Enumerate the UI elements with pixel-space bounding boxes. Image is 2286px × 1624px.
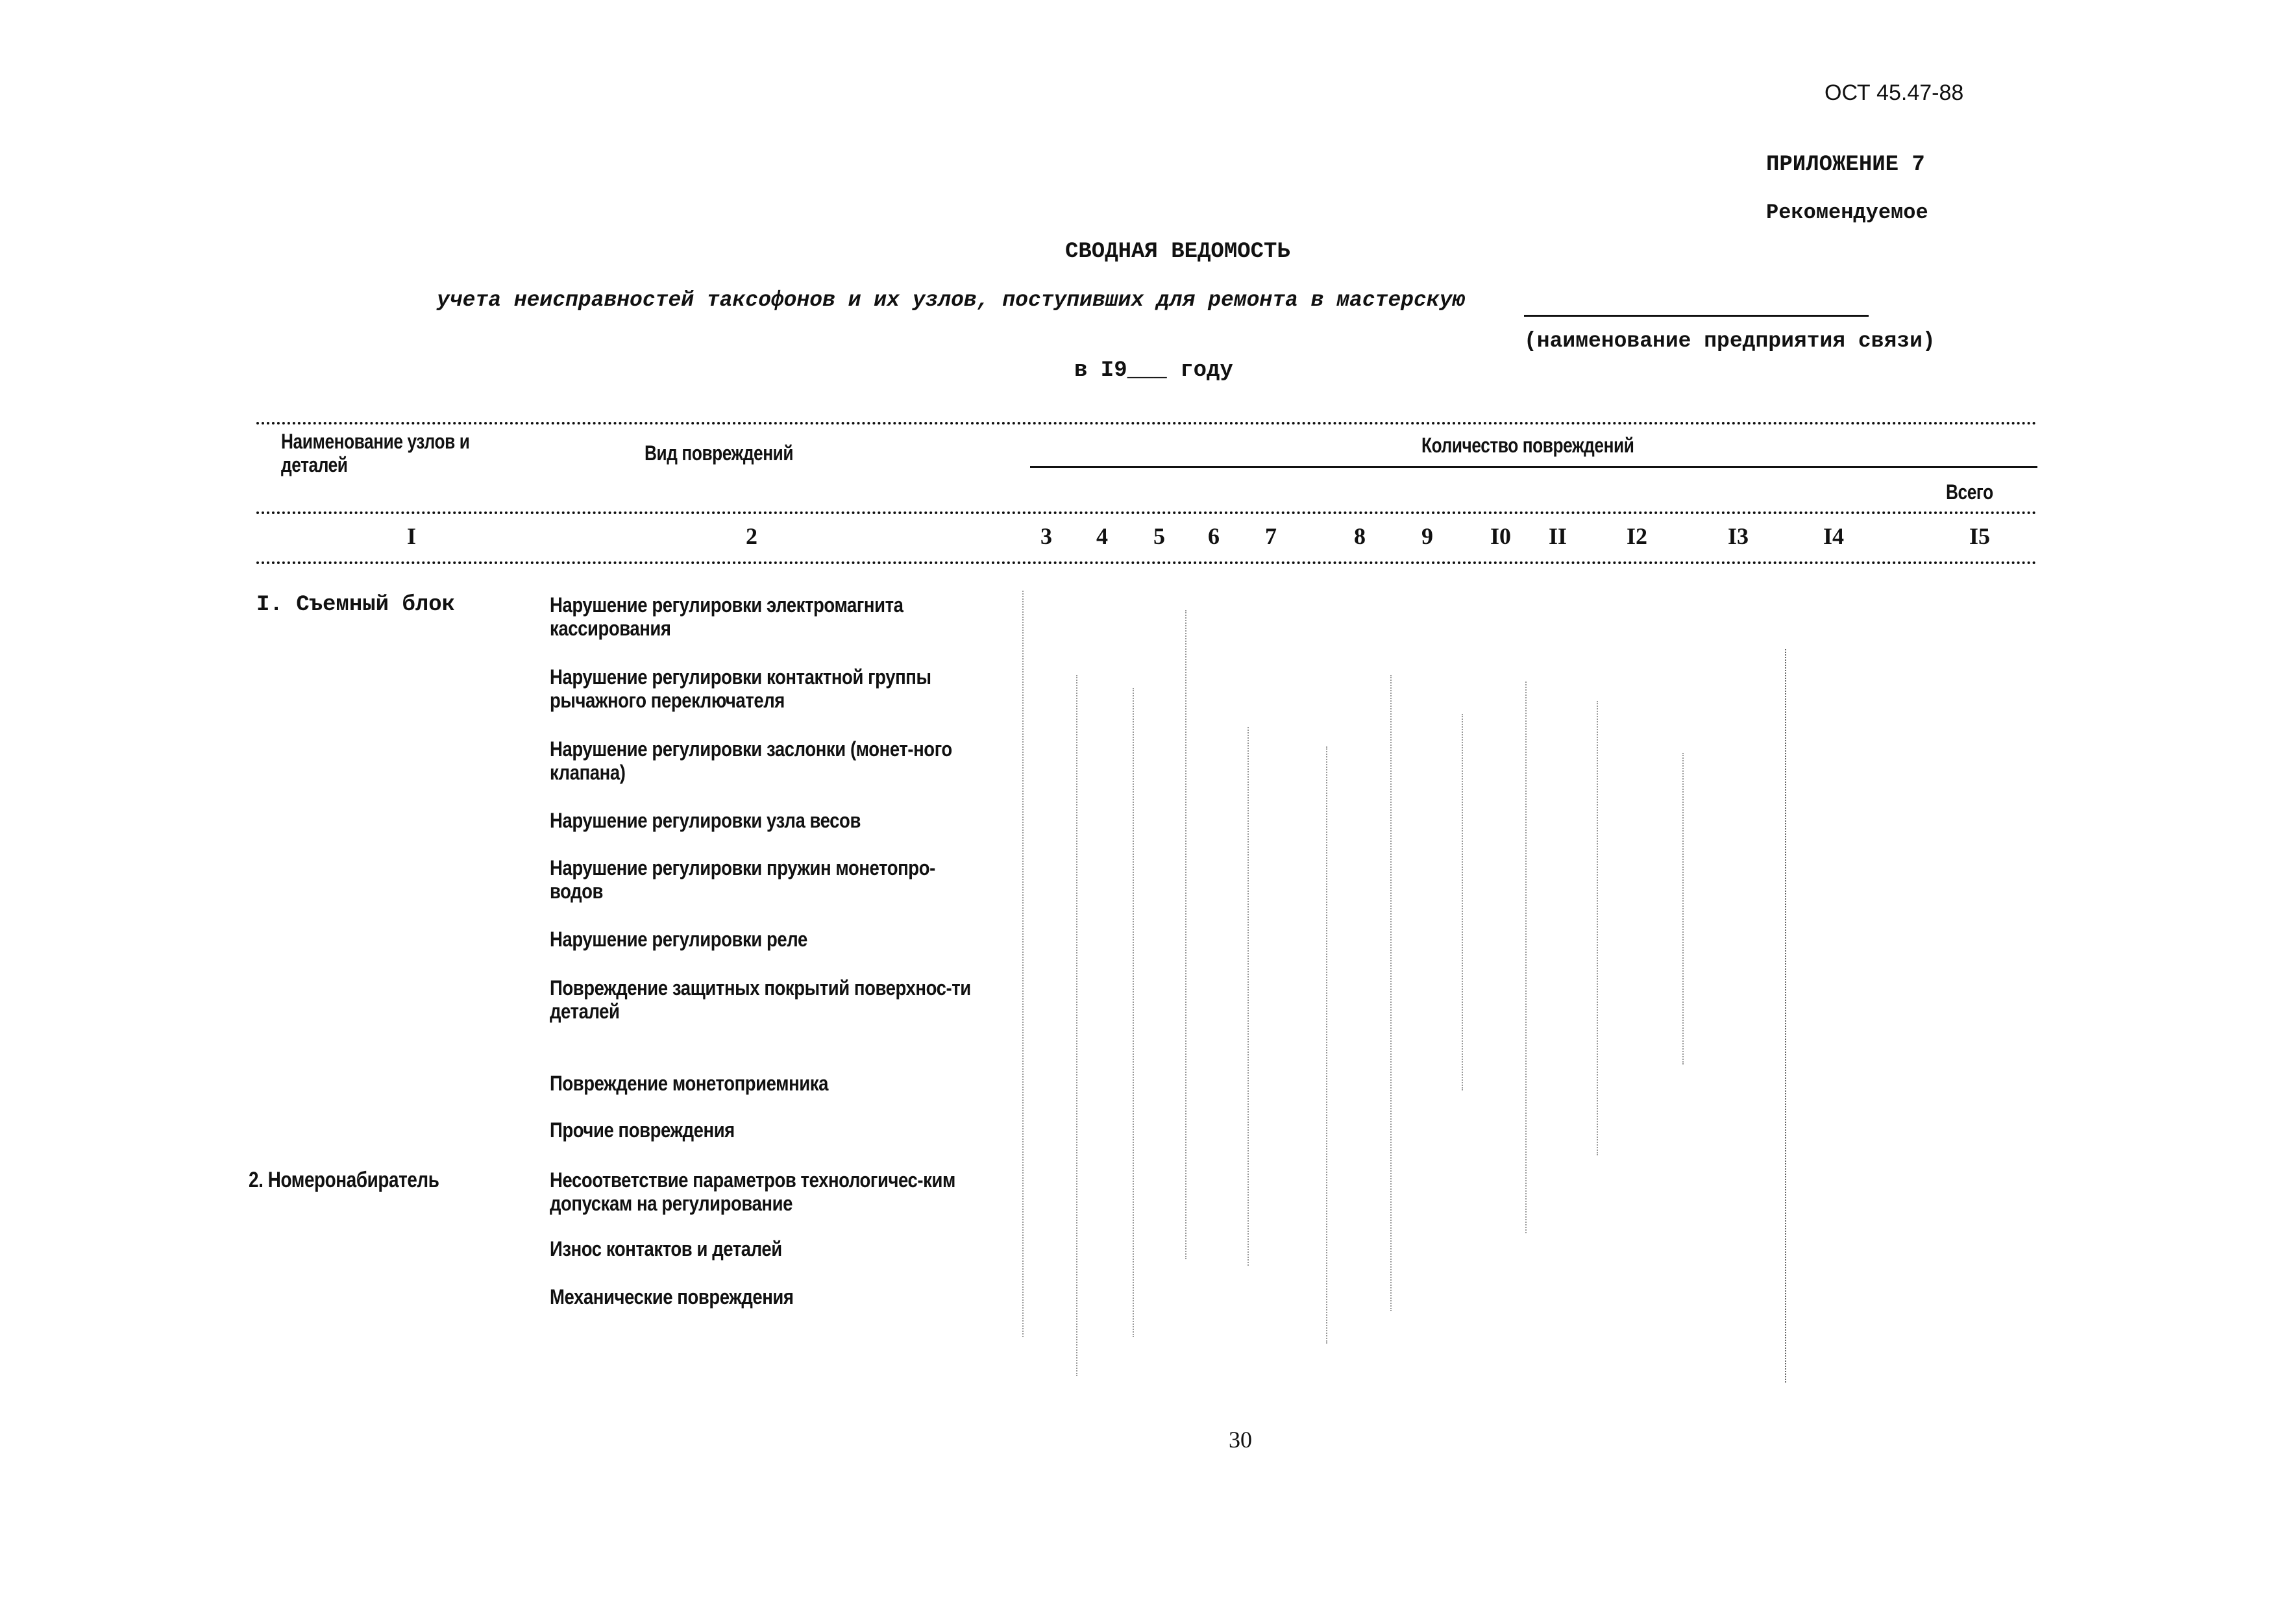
column-guide (1133, 688, 1134, 1337)
column-guide (1462, 714, 1463, 1090)
column-guide (1185, 610, 1186, 1259)
list-item: Нарушение регулировки электромагнита кассирования (550, 593, 903, 640)
count-header: Количество повреждений (1421, 434, 1634, 457)
list-item: Механические повреждения (550, 1285, 794, 1309)
year-line: в I9___ году (1074, 358, 1233, 383)
col2-header: Вид повреждений (645, 441, 794, 465)
list-item: Нарушение регулировки контактной группы рычажного переключателя (550, 665, 931, 712)
section-name: I. Съемный блок (256, 593, 456, 617)
table-top-rule (256, 422, 2037, 424)
col-number: 5 (1153, 523, 1165, 549)
col-number: II (1548, 523, 1567, 549)
doc-code: ОСТ 45.47-88 (1825, 80, 1964, 105)
list-item: Несоответствие параметров технологичес-ким допускам на регулирование (550, 1168, 955, 1215)
col-number: 6 (1208, 523, 1220, 549)
col-number: 2 (746, 523, 757, 549)
column-guide (1326, 746, 1327, 1344)
numbers-rule (256, 561, 2037, 564)
col-number: 8 (1354, 523, 1366, 549)
column-guide (1022, 591, 1024, 1337)
total-header: Всего (1946, 480, 1993, 504)
col-number: I (406, 523, 417, 549)
col-number: I5 (1969, 523, 1991, 549)
col-number: 9 (1421, 523, 1433, 549)
column-guide (1682, 753, 1684, 1064)
list-item: Повреждение монетоприемника (550, 1072, 828, 1095)
column-guide (1597, 701, 1598, 1155)
col-number: I4 (1823, 523, 1845, 549)
list-item: Повреждение защитных покрытий поверхнос-ти деталей (550, 976, 971, 1023)
col-number: 7 (1265, 523, 1277, 549)
list-item: Прочие повреждения (550, 1118, 735, 1142)
list-item: Нарушение регулировки реле (550, 928, 807, 951)
doc-subtitle: учета неисправностей таксофонов и их узлов, поступивших для ремонта в мастерскую (437, 288, 1466, 312)
column-guide (1525, 682, 1527, 1233)
page-number: 30 (1229, 1427, 1252, 1453)
col-number: I2 (1626, 523, 1648, 549)
list-item: Износ контактов и деталей (550, 1237, 782, 1261)
section-name: 2. Номеронабиратель (249, 1168, 439, 1192)
doc-title: СВОДНАЯ ВЕДОМОСТЬ (1065, 240, 1290, 264)
header-rule (256, 511, 2037, 514)
column-guide (1247, 727, 1249, 1266)
column-guide (1785, 649, 1786, 1383)
list-item: Нарушение регулировки узла весов (550, 809, 861, 832)
col-number: I0 (1490, 523, 1512, 549)
col-number: 3 (1040, 523, 1052, 549)
recommended-label: Рекомендуемое (1766, 201, 1928, 225)
col-number: 4 (1096, 523, 1108, 549)
list-item: Нарушение регулировки заслонки (монет-ного клапана) (550, 737, 952, 784)
count-header-rule (1030, 466, 2037, 468)
column-guide (1076, 675, 1077, 1376)
org-caption: (наименование предприятия связи) (1524, 329, 1936, 353)
appendix-label: ПРИЛОЖЕНИЕ 7 (1766, 153, 1925, 177)
column-guide (1390, 675, 1392, 1311)
org-name-underline (1524, 315, 1869, 317)
col-number: I3 (1727, 523, 1749, 549)
col1-header: Наименование узлов и деталей (281, 430, 470, 476)
list-item: Нарушение регулировки пружин монетопро-водов (550, 856, 935, 903)
